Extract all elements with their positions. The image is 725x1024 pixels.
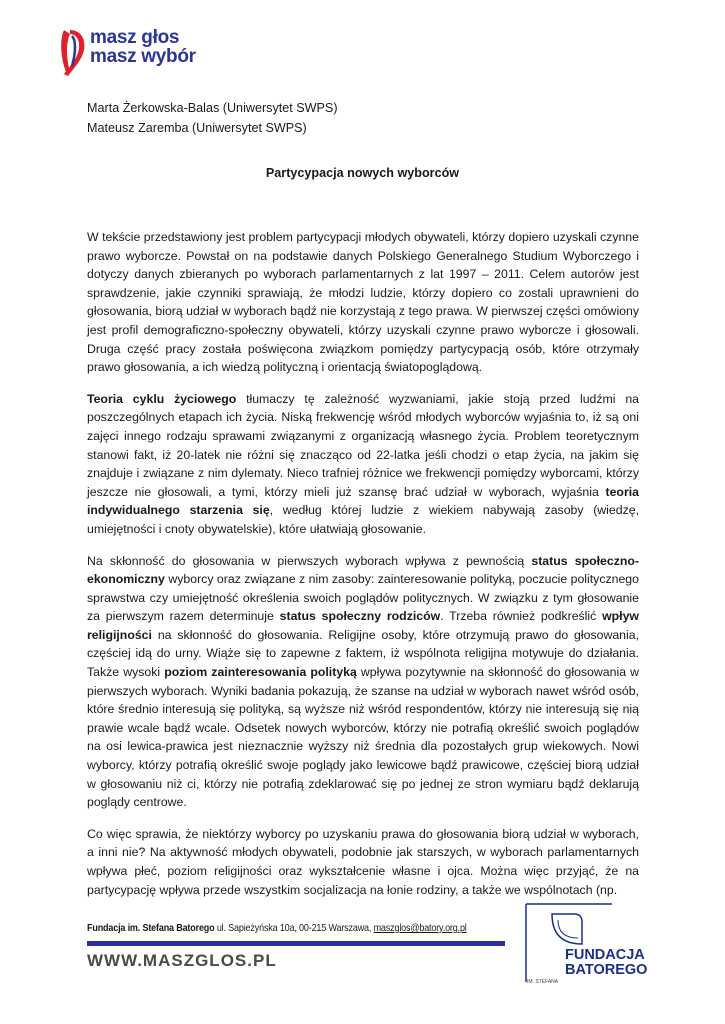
text-run: wyborcy oraz związane z nim zasoby: zainteresowanie polityką, poczucie politycznego sprawstwa czy umiejętność określenia swoich poglądów politycznych. W związku z tym głosowanie za pierwszym razem determinuje — [87, 572, 639, 624]
batory-logo-text — [565, 948, 647, 978]
text-run: . Trzeba również podkreślić — [440, 609, 603, 624]
text-run: na skłonność do głosowania. Religijne osoby, które otrzymują prawo do głosowania, częściej idą do urny. Wiąże się to zapewne z faktem, iż wspólnota religijna motywuje do działania. Także wysoki — [87, 627, 639, 680]
text-run: Co więc sprawia, że niektórzy wyborcy po uzyskaniu prawa do głosowania biorą udział w wyborach, a inni nie? Na aktywność młodych obywateli, podobnie jak starszych, w wyborach parlamentarnych wpływa płeć, poziom religijności oraz wykształcenie własne i ojca. Można więc przyjąć, że na partycypację wpływa przede wszystkim socjalizacja na łonie rodziny, a także we wspólnotach (np. — [87, 826, 639, 897]
text-run: wpływa pozytywnie na skłonność do głosowania w pierwszych wyborach. Wyniki badania pokazują, że szanse na udział w wyborach nawet wśród osób, które średnio interesują się polityką, są wyższe niż wśród respondentów, którzy nie interesują się nią prawie wcale bądź wcale. Odsetek nowych wyborców, którzy nie potrafią określić swoich poglądów na osi lewica-prawica jest nieznacznie wyższy niż średnia dla pozostałych grup wiekowych. Nowi wyborcy, którzy potrafią określić swoje poglądy jako lewicowe bądź prawicowe, częściej biorą udział w głosowaniu niż ci, którzy nie potrafią zdeklarować się po jednej ze stron wymiaru bądź deklarują poglądy centrowe. — [87, 665, 639, 810]
footer-divider-bar — [87, 941, 505, 946]
document-title: Partycypacja nowych wyborców — [265, 166, 460, 180]
paragraph-3 — [87, 552, 639, 812]
website-link[interactable]: WWW.MASZGLOS.PL — [87, 951, 277, 970]
footer-street: ul. Sapieżyńska 10a, 00-215 Warszawa, — [214, 922, 374, 934]
text-run: , według której ludzie z wiekiem nabywają zasoby (wiedzę, umiejętności i cnoty obywatelskie), które ułatwiają głosowanie. — [87, 503, 639, 536]
bold-term: Teoria cyklu życiowego — [87, 391, 237, 406]
logo-text — [90, 28, 196, 66]
bold-term: poziom zainteresowania polityką — [164, 665, 357, 680]
authors-block — [87, 98, 338, 138]
batory-line-2: BATOREGO — [565, 962, 648, 978]
masz-glos-logo — [58, 26, 208, 78]
text-run: W tekście przedstawiony jest problem partycypacji młodych obywateli, którzy dopiero uzyskali czynne prawo wyborcze. Powstał on na podstawie danych Polskiego Generalnego Studium Wyborczego i dotyczy danych zbieranych po wyborach parlamentarnych z lat 1997 – 2011. Celem autorów jest sprawdzenie, jakie czynniki sprawiają, że młodzi ludzie, którzy dopiero co zostali uprawnieni do głosowania, biorą udział w wyborach bądź nie korzystają z tego prawa. W pierwszej części omówiony jest profil demograficzno-społeczny obywateli, którzy uzyskali czynne prawo wyborcze i głosowali. Druga część pracy została poświęcona związkom pomiędzy partycypacją osób, które otrzymały prawo głosowania, a ich wiedzą polityczną i orientacją światopoglądową. — [87, 230, 639, 375]
logo-line-2: masz wybór — [90, 46, 196, 67]
ribbon-icon — [58, 26, 92, 78]
text-run: tłumaczy tę zależność wyzwaniami, jakie stoją przed ludźmi na poszczególnych etapach ich życia. Niską frekwencję wśród młodych wyborców wyjaśnia to, iż są oni zajęci innego rodzaju sprawami związanymi z organizacją własnego życia. Problem teoretycznym stanowi fakt, iż 20-latek nie różni się znacząco od 22-latka jeśli chodzi o etap życia, na jakim się znajduje i związane z nim dylematy. Nieco trafniej różnice we frekwencji pomiędzy wyborcami, którzy jeszcze nie głosowali, a tymi, którzy mieli już szansę brać udział w wyborach, wyjaśnia — [87, 391, 639, 499]
footer-address — [87, 922, 467, 934]
batory-small-text: IM. STEFANA — [527, 979, 559, 985]
footer-org: Fundacja im. Stefana Batorego — [87, 922, 215, 934]
batory-line-1: FUNDACJA — [565, 947, 645, 963]
author-2: Mateusz Zaremba (Uniwersytet SWPS) — [87, 121, 307, 135]
paragraph-2 — [87, 390, 639, 539]
logo-line-1: masz głos — [90, 27, 180, 48]
author-1: Marta Żerkowska-Balas (Uniwersytet SWPS) — [87, 101, 338, 115]
paragraph-1 — [87, 228, 639, 377]
bold-term: status społeczno-ekonomiczny — [87, 553, 640, 587]
bold-term: status społeczny rodziców — [279, 609, 441, 624]
bold-term: teoria indywidualnego starzenia się — [87, 484, 639, 518]
paragraph-4 — [87, 825, 639, 899]
footer-email-link[interactable]: maszglos@batory.org.pl — [373, 922, 467, 934]
document-body — [87, 228, 639, 912]
text-run: Na skłonność do głosowania w pierwszych wyborach wpływa z pewnością — [87, 553, 532, 568]
bold-term: wpływ religijności — [87, 609, 639, 642]
